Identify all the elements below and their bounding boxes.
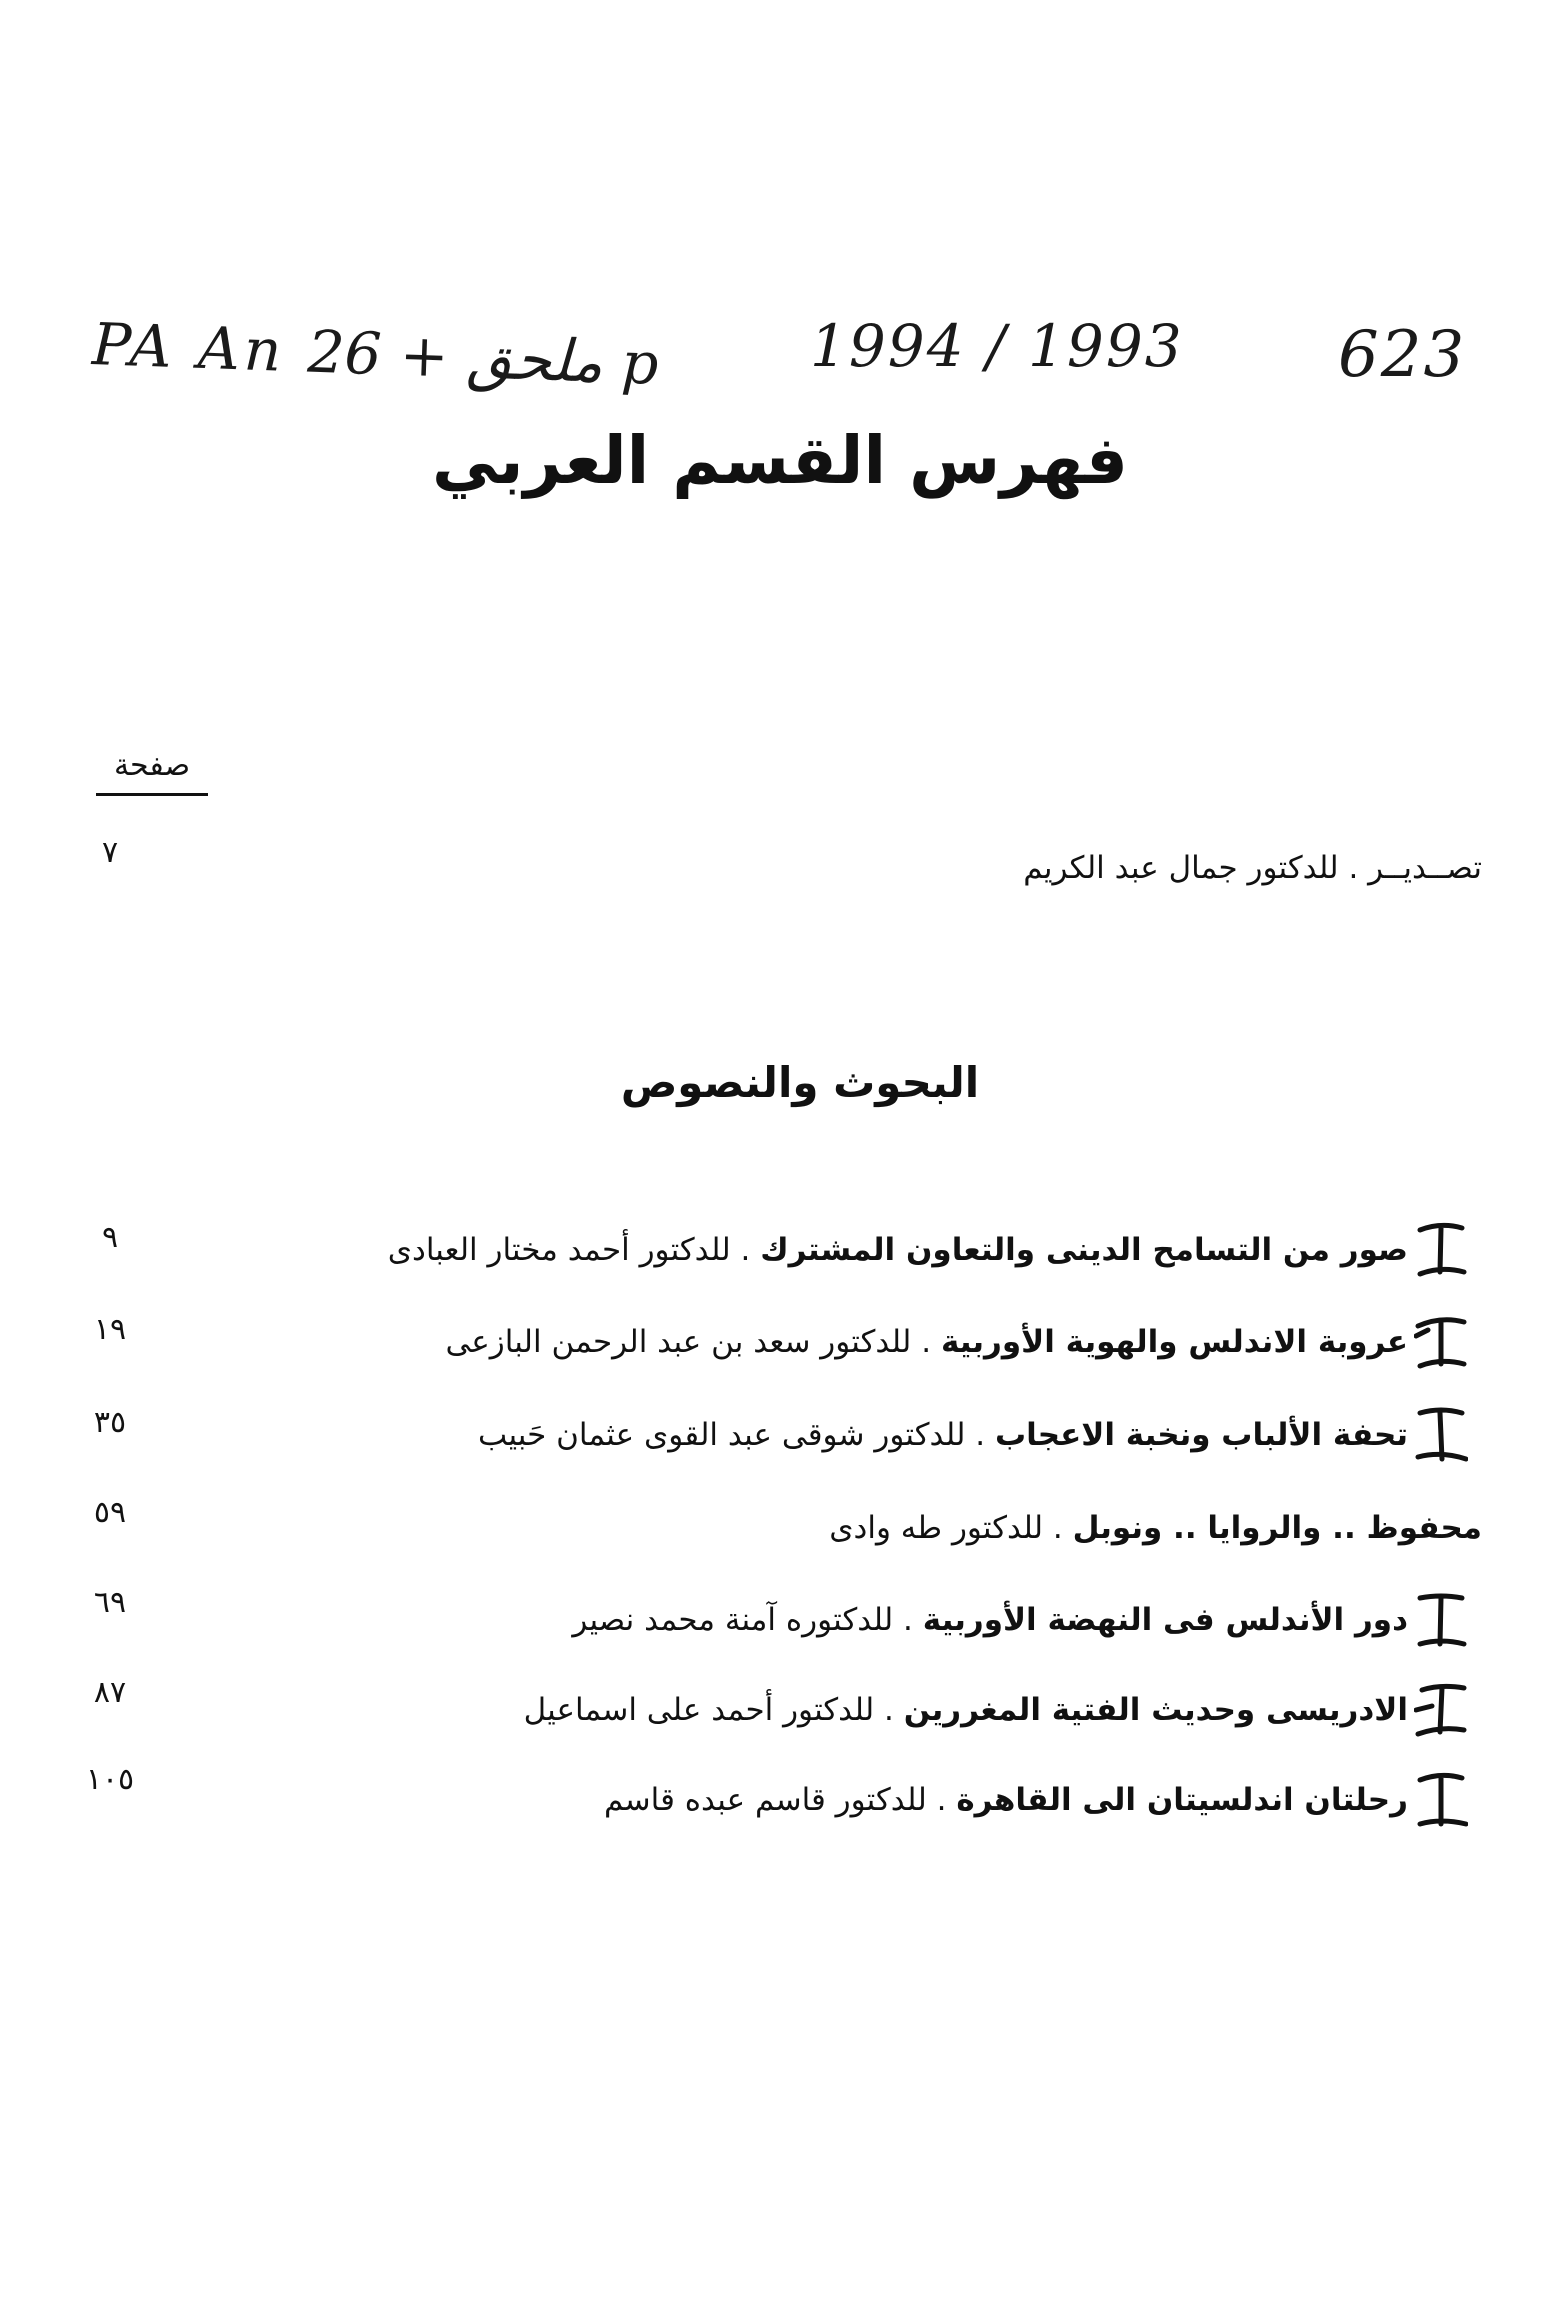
handwritten-call-number: PA An ملحق + 26 p <box>90 310 664 398</box>
handwritten-check-mark-icon <box>1414 1405 1468 1467</box>
preface-entry <box>150 838 1482 898</box>
toc-entry-author: . للدكتور سعد بن عبد الرحمن البازعى <box>445 1324 941 1360</box>
toc-entry <box>150 1312 1482 1372</box>
page-column-label: صفحة <box>96 748 208 796</box>
toc-entry-text <box>829 1498 1482 1558</box>
toc-entry-title: رحلتان اندلسيتان الى القاهرة <box>956 1782 1408 1818</box>
handwritten-years: 1994 / 1993 <box>810 312 1184 380</box>
toc-entry-author: . للدكتور أحمد على اسماعيل <box>523 1692 904 1728</box>
toc-entry-title: عروبة الاندلس والهوية الأوربية <box>940 1324 1408 1360</box>
toc-entry-title: دور الأندلس فى النهضة الأوربية <box>922 1602 1408 1638</box>
preface-text: تصــديــر . للدكتور جمال عبد الكريم <box>1023 850 1482 886</box>
toc-entry <box>150 1220 1482 1280</box>
section-title: البحوث والنصوص <box>620 1058 980 1107</box>
toc-entry-title: تحفة الألباب ونخبة الاعجاب <box>995 1417 1408 1453</box>
toc-entry-author: . للدكتور أحمد مختار العبادى <box>387 1232 761 1268</box>
toc-entry-text <box>445 1312 1408 1372</box>
toc-entry-title: صور من التسامح الدينى والتعاون المشترك <box>760 1232 1408 1268</box>
toc-entry <box>150 1680 1482 1740</box>
toc-entry-text <box>524 1680 1408 1740</box>
toc-entry-page: ٨٧ <box>93 1675 127 1710</box>
toc-entry <box>150 1405 1482 1465</box>
handwritten-check-mark-icon <box>1414 1770 1468 1832</box>
preface-page-number: ٧ <box>101 835 119 870</box>
toc-entry-text <box>604 1770 1408 1830</box>
toc-entry-text <box>572 1590 1408 1650</box>
toc-entry <box>150 1590 1482 1650</box>
handwritten-check-mark-icon <box>1414 1220 1468 1282</box>
handwritten-check-mark-icon <box>1414 1590 1468 1652</box>
handwritten-check-mark-icon <box>1414 1312 1468 1374</box>
toc-entry-page: ١٩ <box>93 1312 127 1347</box>
toc-entry-author: . للدكتوره آمنة محمد نصير <box>572 1602 923 1638</box>
toc-entry-author: . للدكتور قاسم عبده قاسم <box>604 1782 957 1818</box>
toc-entry-text <box>388 1220 1408 1280</box>
toc-entry-author: . للدكتور طه وادى <box>829 1510 1073 1546</box>
toc-entry <box>150 1498 1482 1558</box>
toc-entry-text <box>478 1405 1408 1465</box>
toc-entry-page: ٣٥ <box>93 1405 127 1440</box>
toc-entry-page: ٩ <box>101 1220 119 1255</box>
toc-entry-title: الادريسى وحديث الفتية المغررين <box>903 1692 1408 1728</box>
handwritten-number: 623 <box>1338 318 1467 392</box>
toc-entry-page: ٦٩ <box>93 1585 127 1620</box>
handwritten-check-mark-icon <box>1414 1680 1468 1742</box>
toc-entry-author: . للدكتور شوقى عبد القوى عثمان حَبيب <box>478 1417 995 1453</box>
toc-entry-page: ١٠٥ <box>85 1762 135 1797</box>
page-title: فهرس القسم العربي <box>432 422 1128 499</box>
toc-entry-page: ٥٩ <box>93 1495 127 1530</box>
toc-entry-title: محفوظ .. والروايا .. ونوبل <box>1072 1510 1482 1546</box>
toc-entry <box>150 1770 1482 1830</box>
